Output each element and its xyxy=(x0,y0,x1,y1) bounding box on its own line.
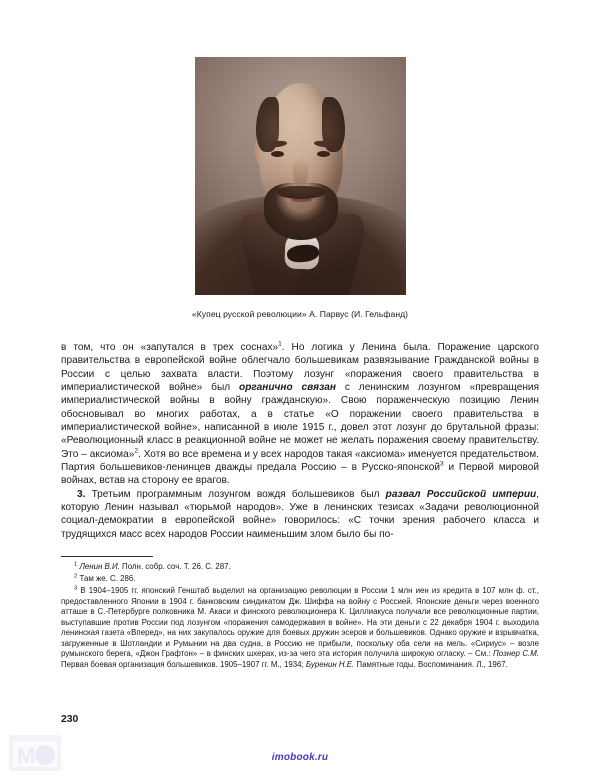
emphasis-italic: Буренин Н.Е. xyxy=(305,659,355,669)
figure-caption: «Купец русской революции» А. Парвус (И. Гельфанд) xyxy=(191,309,409,319)
body-paragraph: 3. Третьим программным лозунгом вождя большевиков был развал Российской империи, которую Ленин называл «тюрьмой народов». Уже в ленинских тезисах «Задачи революционной социал-демократии в европейской войне» говорилось: «С точки зрения рабочего класса и трудящихся масс всех народов России наименьшим злом было бы по- xyxy=(61,488,539,540)
svg-text:M: M xyxy=(17,743,36,768)
footnotes-block xyxy=(61,562,539,670)
footnote-separator-rule xyxy=(61,556,153,557)
emphasis-italic: Познер С.М. xyxy=(493,649,540,658)
body-paragraph: в том, что он «запутался в трех соснах»$^1$. Но логика у Ленина была. Поражение царского правительства в европейской войне облегчало большевикам развязывание Гражданской войны в России с целью захвата власти. Поэтому лозунг «поражения своего правительства в империалистической войне» был органично связан с ленинским лозунгом «превращения империалистической войны в войну гражданскую». Свою пораженческую позицию Ленин обосновывал во многих работах, а в статье «О поражении своего правительства в империалистической войне», написанной в июле 1915 г., довел этот лозунг до брутальной фразы: «Революционный класс в реакционной войне не может не желать поражения своему правительству. Это – аксиома»$^2$. Хотя во все времена и у всех народов такая «аксиома» именуется предательством. Партия большевиков-ленинцев дважды предала Россию – в Русско-японской$^3$ и Первой мировой войнах, встав на сторону ее врагов. xyxy=(61,340,539,487)
footnote-item: $^3$ В 1904–1905 гг. японский Генштаб выделил на организацию революции в России 1 млн иен из кредита в 107 млн ф. ст., предоставленного Японии в 1904 г. банковским синдикатом Дж. Шиффа на войну с Россией. Японские деньги через военного атташе в С.-Петербурге полковника М. Акаси и финского революционера К. Циллиакуса получали все революционные партии, выступавшие против России под лозунгом «поражения самодержавия в войне». На эти деньги с 22 декабря 1904 г. выходила ленинская газета «Вперед», на них закупалось оружие для боевых дружин эсеров и большевиков. Однако оружие и взрывчатка, загруженные в Шотландии и Румынии на два судна, в Россию не прибыли, поскольку оба сели на мель. «Сириус» – возле румынского берега, «Джон Графтон» – в финских шхерах, из-за чего эта история получила широкую огласку. – См.: Познер С.М. Первая боевая организация большевиков. 1905–1907 гг. М., 1934; Буренин Н.Е. Памятные годы. Воспоминания. Л., 1967. xyxy=(61,585,540,669)
watermark-site-text: imobook.ru xyxy=(271,752,329,763)
emphasis-bold-italic: развал Российской империи xyxy=(385,488,537,500)
footnote-marker: 3 xyxy=(74,585,78,592)
footnote-reference: 3 xyxy=(439,460,444,468)
footnote-marker: 2 xyxy=(74,573,78,580)
footnote-item: $^1$ Ленин В.И. Полн. собр. соч. Т. 26. С. 287. xyxy=(74,561,231,571)
footnote-marker: 1 xyxy=(74,561,78,568)
page-number: 230 xyxy=(61,714,79,725)
body-text xyxy=(61,341,539,541)
emphasis-bold-italic: органично связан xyxy=(239,382,336,394)
footnote-reference: 2 xyxy=(134,447,139,455)
emphasis-bold: 3. xyxy=(77,488,86,500)
emphasis-italic: Ленин В.И. xyxy=(79,562,120,571)
portrait-photo xyxy=(195,57,406,295)
footnote-reference: 1 xyxy=(278,340,282,348)
footnote-item: $^2$ Там же. С. 286. xyxy=(74,573,136,583)
portrait-film-grain xyxy=(195,57,406,295)
figure-block xyxy=(0,57,600,319)
